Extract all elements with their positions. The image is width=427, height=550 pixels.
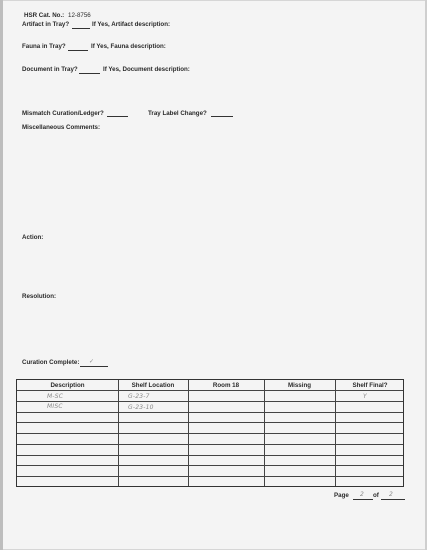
page-total-value: 2 bbox=[389, 491, 394, 498]
header-room-18: Room 18 bbox=[212, 382, 240, 389]
row2-description: MISC bbox=[47, 403, 63, 410]
misc-comments-label: Miscellaneous Comments: bbox=[22, 124, 101, 131]
page-number-value: 2 bbox=[360, 491, 365, 498]
fauna-description-label: If Yes, Fauna description: bbox=[91, 43, 166, 50]
mismatch-blank[interactable] bbox=[107, 116, 128, 117]
document-question: Document in Tray? bbox=[22, 66, 78, 73]
artifact-answer-blank[interactable] bbox=[72, 28, 90, 29]
table-row-divider bbox=[17, 465, 403, 466]
resolution-label: Resolution: bbox=[22, 293, 57, 300]
curation-complete-blank[interactable] bbox=[80, 366, 108, 367]
row1-shelf-final: Y bbox=[363, 393, 367, 400]
row1-shelf-location: G-23-7 bbox=[128, 393, 150, 400]
artifact-question: Artifact in Tray? bbox=[22, 21, 70, 28]
curation-complete-label: Curation Complete: bbox=[22, 359, 80, 366]
document-description-label: If Yes, Document description: bbox=[103, 66, 190, 73]
curation-complete-checkmark: ✓ bbox=[89, 358, 95, 365]
page-number-blank[interactable] bbox=[353, 499, 373, 500]
fauna-answer-blank[interactable] bbox=[68, 50, 88, 51]
table-row-divider bbox=[17, 422, 403, 423]
tray-label-change-label: Tray Label Change? bbox=[148, 110, 207, 117]
header-shelf-final: Shelf Final? bbox=[352, 382, 388, 389]
row2-shelf-location: G-23-10 bbox=[128, 404, 154, 411]
row1-description: M-SC bbox=[47, 393, 64, 400]
cat-no-label: HSR Cat. No.: bbox=[24, 12, 65, 19]
table-row-divider bbox=[17, 412, 403, 413]
page-label: Page bbox=[334, 492, 349, 499]
tray-label-change-blank[interactable] bbox=[211, 116, 233, 117]
table-row-divider bbox=[17, 444, 403, 445]
header-missing: Missing bbox=[287, 382, 312, 389]
shelf-table bbox=[16, 379, 404, 487]
action-label: Action: bbox=[22, 234, 44, 241]
document-answer-blank[interactable] bbox=[79, 73, 100, 74]
table-row-divider bbox=[17, 433, 403, 434]
table-row-divider bbox=[17, 390, 403, 391]
fauna-question: Fauna in Tray? bbox=[22, 43, 66, 50]
of-label: of bbox=[373, 492, 379, 499]
header-shelf-location: Shelf Location bbox=[131, 382, 175, 389]
table-row-divider bbox=[17, 476, 403, 477]
table-row-divider bbox=[17, 401, 403, 402]
artifact-description-label: If Yes, Artifact description: bbox=[92, 21, 171, 28]
table-row-divider bbox=[17, 455, 403, 456]
mismatch-label: Mismatch Curation/Ledger? bbox=[22, 110, 104, 117]
scan-edge-left bbox=[0, 0, 3, 550]
cat-no-value: 12-8756 bbox=[68, 12, 91, 19]
header-description: Description bbox=[50, 382, 85, 389]
page-total-blank[interactable] bbox=[381, 499, 405, 500]
